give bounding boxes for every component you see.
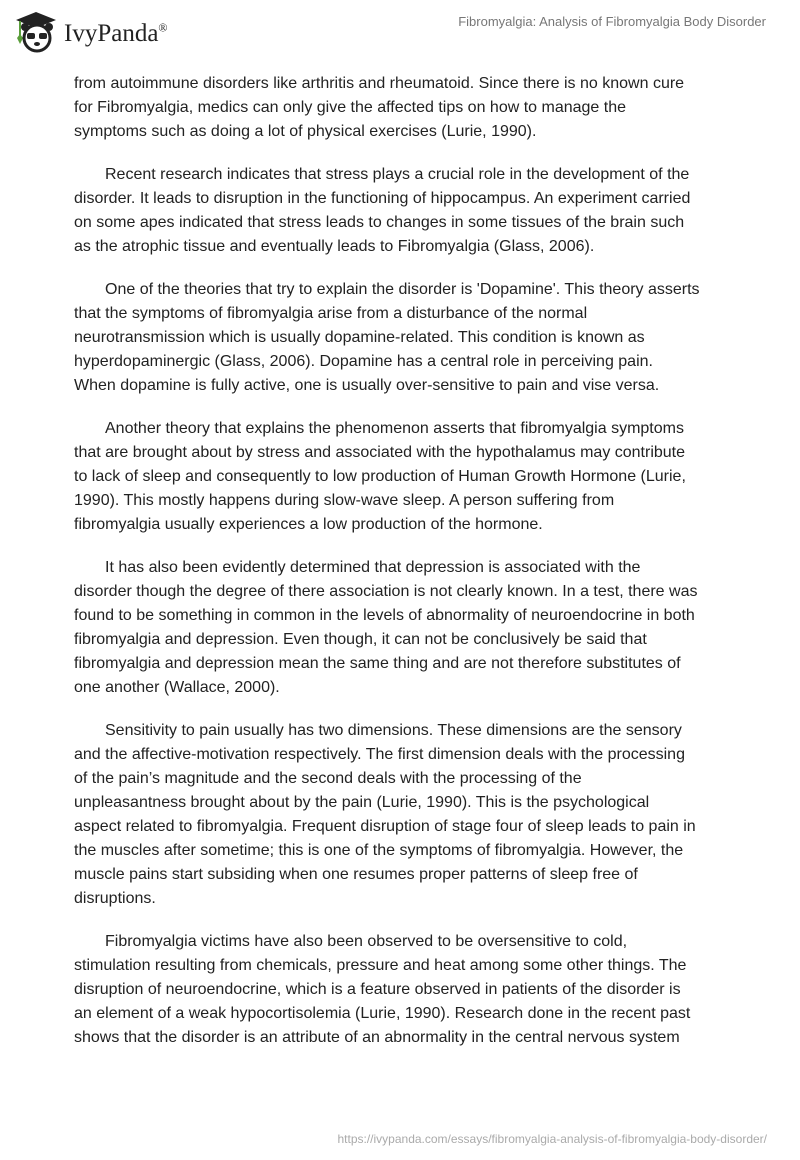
- text-line: When dopamine is fully active, one is usually over-sensitive to pain and vise versa.: [74, 377, 660, 394]
- text-line: 1990). This mostly happens during slow-wave sleep. A person suffering from: [74, 492, 615, 509]
- paragraph: [74, 163, 774, 259]
- text-line: for Fibromyalgia, medics can only give the affected tips on how to manage the: [74, 99, 627, 116]
- text-line: neurotransmission which is usually dopamine-related. This condition is known as: [74, 329, 645, 346]
- text-line: unpleasantness brought about by the pain (Lurie, 1990). This is the psychological: [74, 794, 650, 811]
- text-line: on some apes indicated that stress leads to changes in some tissues of the brain such: [74, 214, 685, 231]
- text-line: aspect related to fibromyalgia. Frequent disruption of stage four of sleep leads to pain in: [74, 818, 696, 835]
- text-line: One of the theories that try to explain the disorder is 'Dopamine'. This theory asserts: [105, 281, 700, 298]
- text-line: found to be something in common in the levels of abnormality of neuroendocrine in both: [74, 607, 695, 624]
- panda-graduate-icon: [12, 8, 58, 54]
- paragraph: [74, 417, 774, 537]
- source-url[interactable]: https://ivypanda.com/essays/fibromyalgia-analysis-of-fibromyalgia-body-disorder/: [337, 1132, 767, 1146]
- paragraph: [74, 719, 774, 911]
- logo-text: IvyPanda: [64, 20, 159, 47]
- paragraph: [74, 930, 774, 1050]
- text-line: fibromyalgia usually experiences a low production of the hormone.: [74, 516, 543, 533]
- ivypanda-logo[interactable]: [12, 8, 168, 54]
- text-line: fibromyalgia and depression mean the same thing and are not therefore substitutes of: [74, 655, 681, 672]
- page-header: [0, 0, 800, 60]
- text-line: an element of a weak hypocortisolemia (Lurie, 1990). Research done in the recent past: [74, 1005, 691, 1022]
- text-line: and the affective-motivation respectively. The first dimension deals with the processing: [74, 746, 685, 763]
- text-line: stimulation resulting from chemicals, pressure and heat among some other things. The: [74, 957, 687, 974]
- text-line: fibromyalgia and depression. Even though, it can not be conclusively be said that: [74, 631, 647, 648]
- paragraph: [74, 72, 774, 144]
- text-line: muscle pains start subsiding when one resumes proper patterns of sleep free of: [74, 866, 638, 883]
- text-line: to lack of sleep and consequently to low production of Human Growth Hormone (Lurie,: [74, 468, 686, 485]
- paragraph: [74, 278, 774, 398]
- document-title: Fibromyalgia: Analysis of Fibromyalgia Body Disorder: [458, 14, 766, 29]
- text-line: Sensitivity to pain usually has two dimensions. These dimensions are the sensory: [105, 722, 682, 739]
- registered-mark: ®: [158, 20, 168, 35]
- essay-body: [74, 72, 774, 1069]
- text-line: Recent research indicates that stress plays a crucial role in the development of the: [105, 166, 690, 183]
- text-line: of the pain’s magnitude and the second deals with the processing of the: [74, 770, 582, 787]
- text-line: Fibromyalgia victims have also been observed to be oversensitive to cold,: [105, 933, 628, 950]
- text-line: disorder though the degree of there association is not clearly known. In a test, there was: [74, 583, 698, 600]
- text-line: disorder. It leads to disruption in the functioning of hippocampus. An experiment carried: [74, 190, 691, 207]
- text-line: that are brought about by stress and associated with the hypothalamus may contribute: [74, 444, 686, 461]
- text-line: the muscles after sometime; this is one of the symptoms of fibromyalgia. However, the: [74, 842, 684, 859]
- text-line: Another theory that explains the phenomenon asserts that fibromyalgia symptoms: [105, 420, 684, 437]
- text-line: from autoimmune disorders like arthritis and rheumatoid. Since there is no known cure: [74, 75, 685, 92]
- text-line: symptoms such as doing a lot of physical exercises (Lurie, 1990).: [74, 123, 537, 140]
- text-line: hyperdopaminergic (Glass, 2006). Dopamine has a central role in perceiving pain.: [74, 353, 653, 370]
- text-line: one another (Wallace, 2000).: [74, 679, 280, 696]
- text-line: disruptions.: [74, 890, 156, 907]
- paragraph: [74, 556, 774, 700]
- text-line: It has also been evidently determined that depression is associated with the: [105, 559, 641, 576]
- text-line: that the symptoms of fibromyalgia arise from a disturbance of the normal: [74, 305, 588, 322]
- text-line: shows that the disorder is an attribute of an abnormality in the central nervous system: [74, 1029, 680, 1046]
- text-line: as the atrophic tissue and eventually leads to Fibromyalgia (Glass, 2006).: [74, 238, 595, 255]
- text-line: disruption of neuroendocrine, which is a feature observed in patients of the disorder is: [74, 981, 681, 998]
